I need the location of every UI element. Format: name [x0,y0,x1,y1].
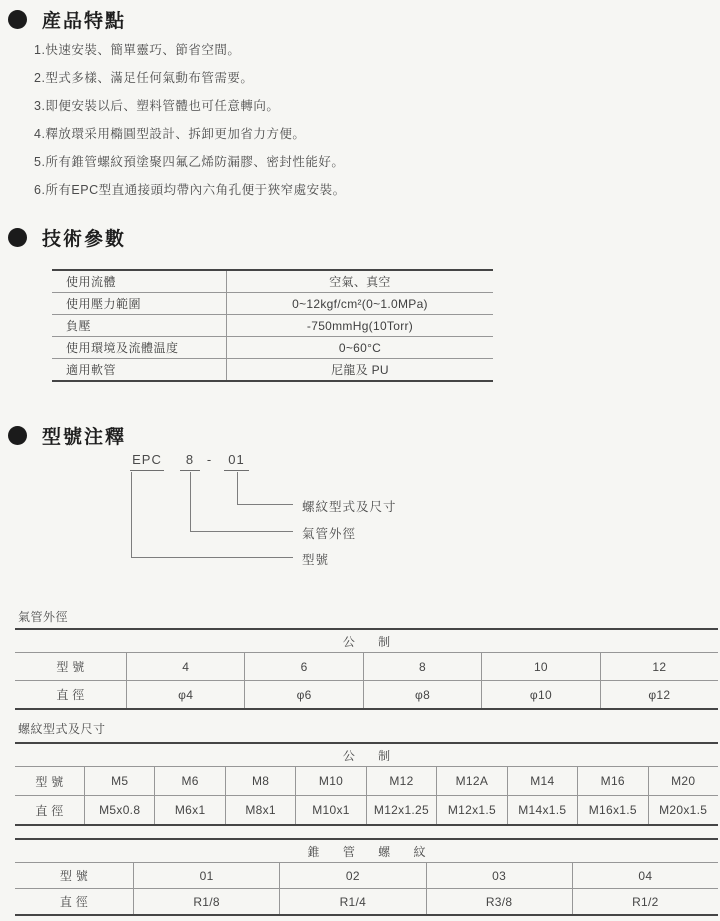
feature-item: 1.快速安裝、簡單靈巧、節省空間。 [34,43,241,57]
row-label: 直 徑 [35,803,64,818]
tech-params-table [52,269,493,382]
bullet-icon [8,228,27,247]
table-row [52,315,493,337]
table-cell: M20x1.5 [648,796,718,824]
row-label: 型 號 [56,660,85,674]
model-code-size: 8 [180,452,200,471]
table-group-header: 公 制 [15,630,718,653]
table-cell: φ8 [363,681,481,708]
table-cell: M5x0.8 [84,796,154,824]
table-row [15,681,718,708]
bullet-icon [8,10,27,29]
table-group-header: 公 制 [15,744,718,767]
table-cell: M12x1.25 [366,796,436,824]
row-label: 型 號 [35,774,64,789]
table-cell: R3/8 [426,889,572,914]
table-row [52,293,493,315]
section-title: 技術參數 [42,229,127,250]
param-value: 尼龍及 PU [331,363,389,377]
row-label: 直 徑 [59,895,89,909]
table-cell: M14 [507,767,577,795]
tube-table [15,628,718,710]
table-cell: R1/8 [133,889,279,914]
param-label: 適用軟管 [52,359,227,380]
param-value: 0~12kgf/cm²(0~1.0MPa) [292,296,428,311]
section-heading-tech-params [8,224,126,251]
table-cell: M10x1 [295,796,365,824]
table-cell: 8 [363,653,481,680]
bullet-icon [8,426,27,445]
table-cell: 4 [126,653,244,680]
callout-line-model [131,472,293,558]
table-cell: M12A [436,767,506,795]
feature-item: 6.所有EPC型直通接頭均帶內六角孔便于狹窄處安裝。 [34,183,346,197]
callout-label-model: 型號 [302,553,330,567]
feature-item: 3.即便安裝以后、塑料管體也可任意轉向。 [34,99,280,113]
thread-table-label: 螺紋型式及尺寸 [18,722,106,736]
feature-item: 5.所有錐管螺紋預塗聚四氟乙烯防漏膠、密封性能好。 [34,155,345,169]
table-cell: 6 [244,653,362,680]
table-cell: φ10 [481,681,599,708]
callout-label-tube: 氣管外徑 [302,527,357,541]
section-heading-features [8,6,126,33]
thread-table [15,742,718,826]
table-cell: 02 [279,863,425,888]
param-value: -750mmHg(10Torr) [306,318,414,333]
table-cell: M6 [154,767,224,795]
callout-label-thread: 螺紋型式及尺寸 [302,500,397,514]
feature-item: 4.釋放環采用橢圓型設計、拆卸更加省力方便。 [34,127,306,141]
taper-thread-table [15,838,718,916]
model-code-thread: 01 [224,452,249,471]
table-row [15,863,718,889]
table-cell: M8 [225,767,295,795]
row-label: 型 號 [59,869,89,883]
table-cell: 03 [426,863,572,888]
table-cell: M20 [648,767,718,795]
table-cell: 12 [600,653,718,680]
model-code-dash: - [206,452,212,467]
table-cell: R1/4 [279,889,425,914]
table-row [15,767,718,796]
table-cell: φ12 [600,681,718,708]
table-cell: M16x1.5 [577,796,647,824]
table-row [15,796,718,824]
table-cell: 01 [133,863,279,888]
tube-table-label: 氣管外徑 [18,610,69,624]
model-code-prefix: EPC [130,452,164,471]
row-label: 直 徑 [56,688,85,702]
table-cell: M6x1 [154,796,224,824]
table-group-header: 錐 管 螺 紋 [15,840,718,863]
section-title: 型號注釋 [42,427,127,448]
section-heading-model-notation [8,422,126,449]
table-cell: M12x1.5 [436,796,506,824]
table-cell: M12 [366,767,436,795]
table-cell: M10 [295,767,365,795]
table-row [52,337,493,359]
table-cell: φ4 [126,681,244,708]
param-label: 使用環境及流體温度 [52,337,227,358]
param-value: 0~60°C [338,340,382,355]
section-title: 産品特點 [42,11,127,32]
table-row [15,653,718,681]
table-cell: R1/2 [572,889,718,914]
table-cell: M16 [577,767,647,795]
table-cell: 10 [481,653,599,680]
feature-item: 2.型式多樣、滿足任何氣動布管需要。 [34,71,254,85]
table-row [52,271,493,293]
param-label: 使用壓力範圍 [52,293,227,314]
table-row [52,359,493,380]
param-label: 使用流體 [52,271,227,292]
table-cell: M5 [84,767,154,795]
table-cell: M14x1.5 [507,796,577,824]
param-label: 負壓 [52,315,227,336]
table-row [15,889,718,914]
table-cell: M8x1 [225,796,295,824]
table-cell: 04 [572,863,718,888]
table-cell: φ6 [244,681,362,708]
param-value: 空氣、真空 [329,275,391,289]
